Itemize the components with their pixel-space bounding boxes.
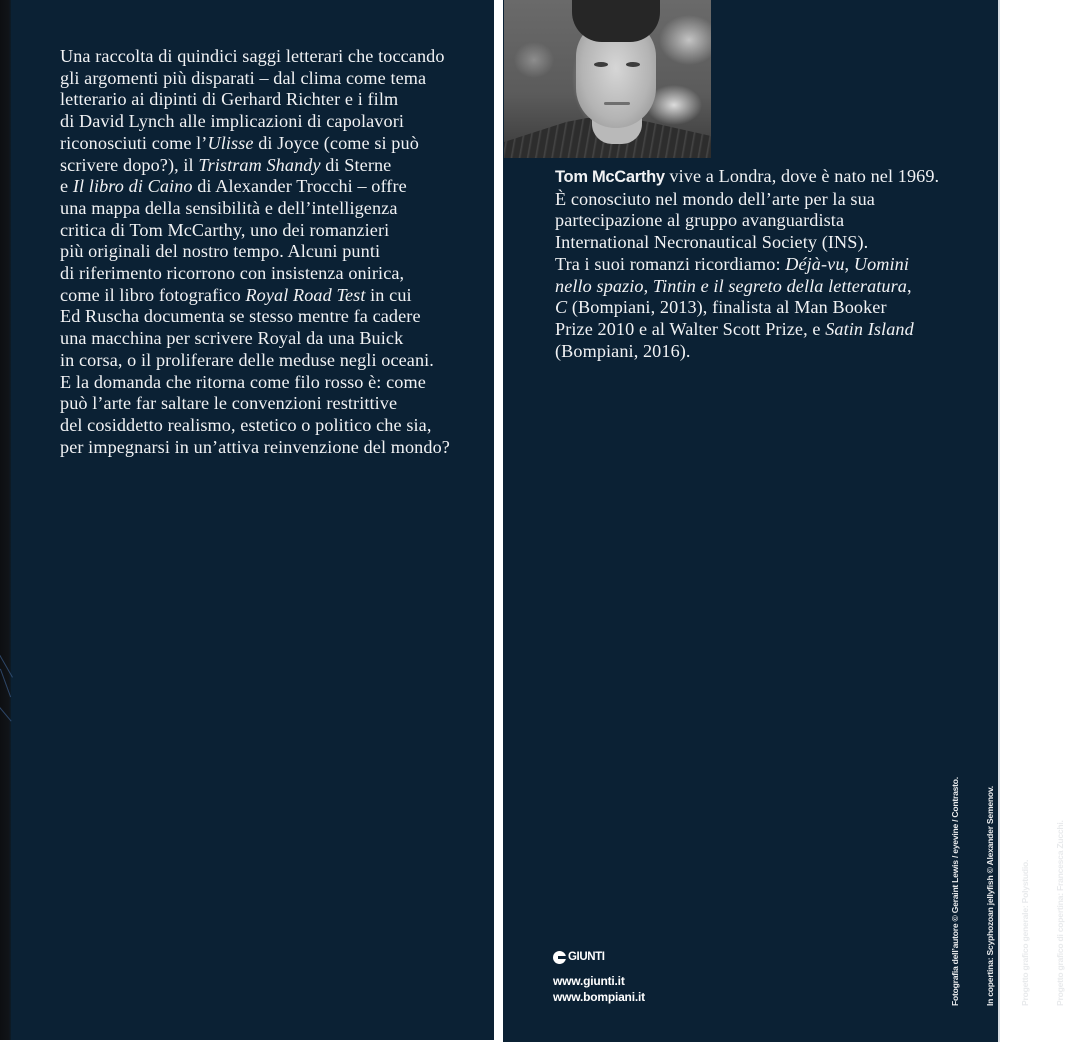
italic-title: Uomini: [853, 253, 909, 274]
text-line: [60, 306, 450, 328]
text-line: [60, 176, 450, 198]
text-line: [60, 111, 450, 133]
author-name: Tom McCarthy: [555, 168, 665, 186]
flap-fold-divider: [494, 0, 503, 1042]
text-segment: di Alexander Trocchi – offre: [192, 176, 407, 197]
credit-line-cover: In copertina: Scyphozoan jellyfish © Alexander Semenov.: [984, 786, 995, 1006]
text-segment: in corsa, o il proliferare delle meduse negli oceani.: [60, 349, 434, 370]
text-segment: ,: [844, 253, 854, 274]
author-photo: [504, 0, 711, 158]
text-segment: una mappa della sensibilità e dell’intelligenza: [60, 197, 398, 218]
text-segment: di David Lynch alle implicazioni di capolavori: [60, 111, 404, 132]
right-page-edge: [998, 0, 1000, 1042]
text-segment: (Bompiani, 2013), finalista al Man Booker: [567, 297, 887, 318]
text-segment: letterario ai dipinti di Gerhard Richter e i film: [60, 89, 399, 110]
text-segment: partecipazione al gruppo avanguardista: [555, 210, 845, 231]
credit-line-design: Progetto grafico generale: Polystudio.: [1019, 859, 1030, 1006]
text-line: [60, 437, 450, 459]
photo-eye: [594, 62, 608, 67]
italic-title: Ulisse: [207, 132, 254, 153]
text-segment: del cosiddetto realismo, estetico o politico che sia,: [60, 414, 432, 435]
italic-title: Royal Road Test: [245, 284, 366, 305]
text-line: [60, 241, 450, 263]
text-segment: (Bompiani, 2016).: [555, 340, 691, 361]
credit-line-photo: Fotografia dell’autore © Geraint Lewis / eyevine / Contrasto.: [950, 777, 961, 1006]
right-flap: [503, 0, 1065, 1042]
text-segment: Una raccolta di quindici saggi letterari che toccando: [60, 46, 445, 66]
text-segment: per impegnarsi in un’attiva reinvenzione del mondo?: [60, 436, 450, 457]
text-line: [60, 133, 450, 155]
text-segment: E la domanda che ritorna come filo rosso è: come: [60, 371, 426, 392]
text-line: [60, 89, 450, 111]
text-segment: riconosciuti come l’: [60, 132, 208, 153]
text-line: [555, 341, 939, 363]
text-line: [60, 328, 450, 350]
text-line: [555, 276, 939, 298]
italic-title: Déjà-vu: [785, 253, 845, 274]
text-line: [555, 166, 939, 189]
text-segment: Ed Ruscha documenta se stesso mentre fa cadere: [60, 306, 421, 327]
text-line: [555, 210, 939, 232]
text-line: [60, 350, 450, 372]
text-line: [60, 46, 450, 68]
text-line: [555, 189, 939, 211]
text-segment: scrivere dopo?), il: [60, 154, 199, 175]
text-segment: una macchina per scrivere Royal da una Buick: [60, 328, 404, 349]
text-line: [60, 415, 450, 437]
text-segment: ,: [643, 275, 653, 296]
photo-mouth: [604, 102, 630, 105]
text-line: [60, 155, 450, 177]
text-segment: gli argomenti più disparati – dal clima come tema: [60, 67, 427, 88]
text-segment: critica di Tom McCarthy, uno dei romanzieri: [60, 219, 390, 240]
italic-title: Satin Island: [825, 318, 914, 339]
text-line: [555, 232, 939, 254]
photo-eye: [626, 62, 640, 67]
giunti-logo: [553, 949, 645, 965]
left-flap: [0, 0, 494, 1040]
text-segment: International Necronautical Society (INS).: [555, 232, 869, 253]
text-line: [60, 263, 450, 285]
text-segment: più originali del nostro tempo. Alcuni punti: [60, 241, 381, 262]
text-line: [60, 68, 450, 90]
italic-title: nello spazio: [555, 275, 644, 296]
text-segment: e: [60, 176, 73, 197]
italic-title: Il libro di Caino: [72, 176, 193, 197]
author-bio-text: [555, 166, 939, 362]
italic-title: Tintin e il segreto della letteratura: [652, 275, 908, 296]
blurb-text: [60, 46, 450, 458]
publisher-block: [553, 949, 645, 1005]
text-segment: di Joyce (come si può: [253, 132, 419, 153]
text-line: [555, 254, 939, 276]
url-bompiani[interactable]: www.bompiani.it: [553, 990, 645, 1004]
text-segment: vive a Londra, dove è nato nel 1969.: [664, 166, 940, 186]
giunti-logo-text: GIUNTI: [568, 951, 605, 963]
text-line: [60, 198, 450, 220]
text-segment: può l’arte far saltare le convenzioni restrittive: [60, 393, 398, 414]
url-giunti[interactable]: www.giunti.it: [553, 974, 625, 988]
text-line: [60, 285, 450, 307]
italic-title: Tristram Shandy: [198, 154, 321, 175]
text-segment: in cui: [365, 284, 412, 305]
text-line: [60, 393, 450, 415]
text-segment: come il libro fotografico: [60, 284, 246, 305]
image-credits: [927, 756, 1089, 1006]
italic-title: C: [555, 297, 568, 318]
giunti-g-logo-icon: [553, 951, 566, 964]
text-line: [60, 372, 450, 394]
cover-edge-strip: [0, 0, 11, 1040]
text-segment: Tra i suoi romanzi ricordiamo:: [555, 253, 786, 274]
publisher-urls: [553, 973, 645, 1005]
jellyfish-tendril-icon: [0, 702, 12, 721]
credit-line-cover-design: Progetto grafico di copertina: Francesca Zucchi.: [1054, 820, 1065, 1006]
text-line: [555, 319, 939, 341]
photo-hair: [572, 0, 660, 42]
text-segment: Prize 2010 e al Walter Scott Prize, e: [555, 318, 826, 339]
text-line: [555, 297, 939, 319]
text-segment: di Sterne: [320, 154, 392, 175]
text-line: [60, 220, 450, 242]
text-segment: di riferimento ricorrono con insistenza onirica,: [60, 263, 405, 284]
text-segment: ,: [907, 275, 912, 296]
text-segment: È conosciuto nel mondo dell’arte per la sua: [555, 188, 875, 209]
